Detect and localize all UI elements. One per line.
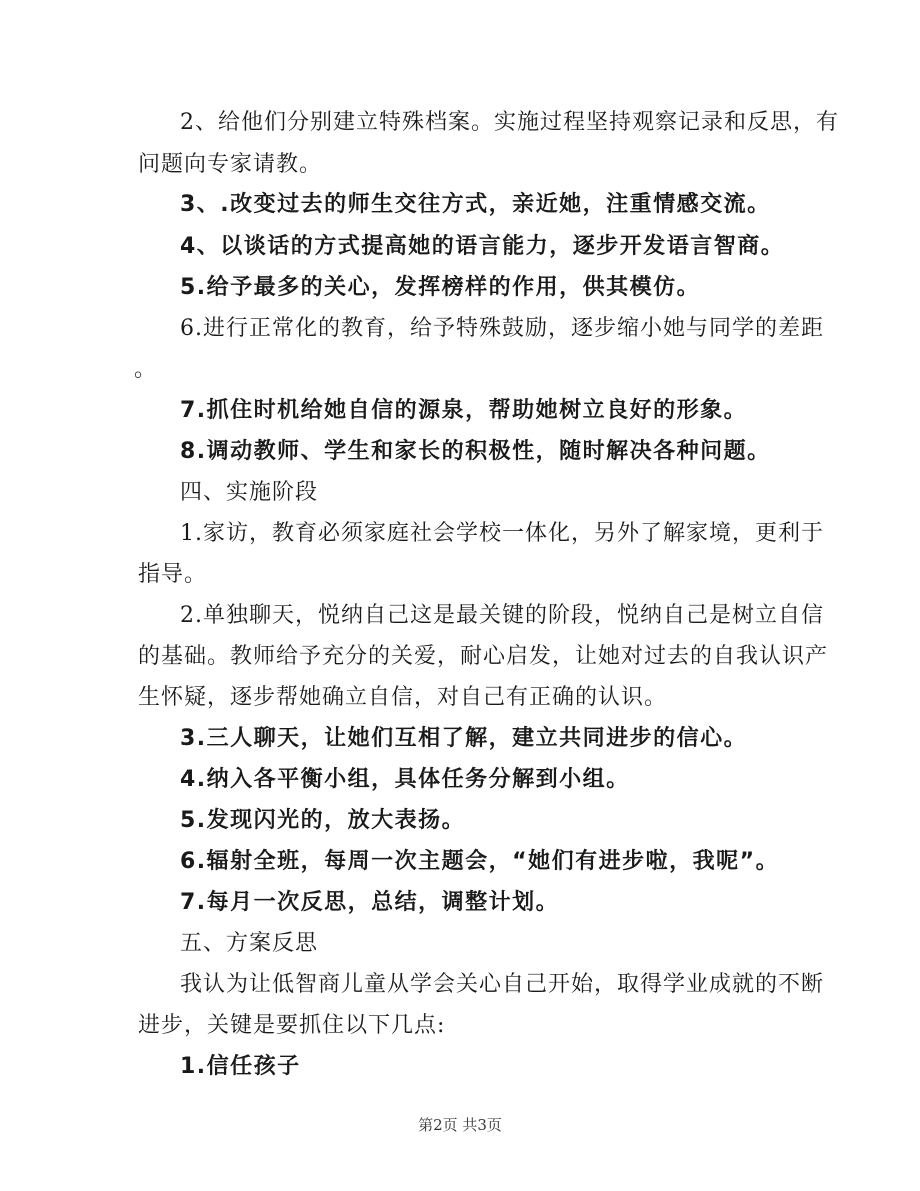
- text-line: 2、给他们分别建立特殊档案。实施过程坚持观察记录和反思，有: [180, 110, 839, 135]
- text-line: 进步，关键是要抓住以下几点:: [138, 1013, 446, 1038]
- text-line: 6.辐射全班，每周一次主题会，“她们有进步啦，我呢”。: [180, 849, 780, 874]
- text-line: 5.发现闪光的，放大表扬。: [180, 808, 466, 833]
- text-line: 1.信任孩子: [180, 1054, 301, 1079]
- text-line: 7.抓住时机给她自信的源泉，帮助她树立良好的形象。: [180, 398, 748, 423]
- page-footer: 第2页 共3页: [418, 1116, 502, 1134]
- text-line: 7.每月一次反思，总结，调整计划。: [180, 890, 560, 915]
- text-line: 我认为让低智商儿童从学会关心自己开始，取得学业成就的不断: [180, 972, 825, 997]
- text-line: 2.单独聊天，悦纳自己这是最关键的阶段，悦纳自己是树立自信: [180, 603, 824, 628]
- text-line: 1.家访，教育必须家庭社会学校一体化，另外了解家境，更利于: [180, 521, 824, 546]
- text-line: 8.调动教师、学生和家长的积极性，随时解决各种问题。: [180, 439, 771, 464]
- text-line: 的基础。教师给予充分的关爱，耐心启发，让她对过去的自我认识产: [138, 644, 829, 669]
- section-heading: 四、实施阶段: [180, 480, 319, 505]
- text-line: 3、.改变过去的师生交往方式，亲近她，注重情感交流。: [180, 192, 771, 217]
- text-line: 。: [134, 357, 158, 382]
- text-line: 指导。: [138, 562, 208, 587]
- text-line: 生怀疑，逐步帮她确立自信，对自己有正确的认识。: [138, 685, 668, 710]
- section-heading: 五、方案反思: [180, 931, 319, 956]
- text-line: 5.给予最多的关心，发挥榜样的作用，供其模仿。: [180, 275, 701, 300]
- text-line: 问题向专家请教。: [138, 152, 323, 177]
- text-line: 4.纳入各平衡小组，具体任务分解到小组。: [180, 767, 630, 792]
- text-line: 6.进行正常化的教育，给予特殊鼓励，逐步缩小她与同学的差距: [180, 316, 824, 341]
- text-line: 4、以谈话的方式提高她的语言能力，逐步开发语言智商。: [180, 234, 785, 259]
- text-line: 3.三人聊天，让她们互相了解，建立共同进步的信心。: [180, 726, 748, 751]
